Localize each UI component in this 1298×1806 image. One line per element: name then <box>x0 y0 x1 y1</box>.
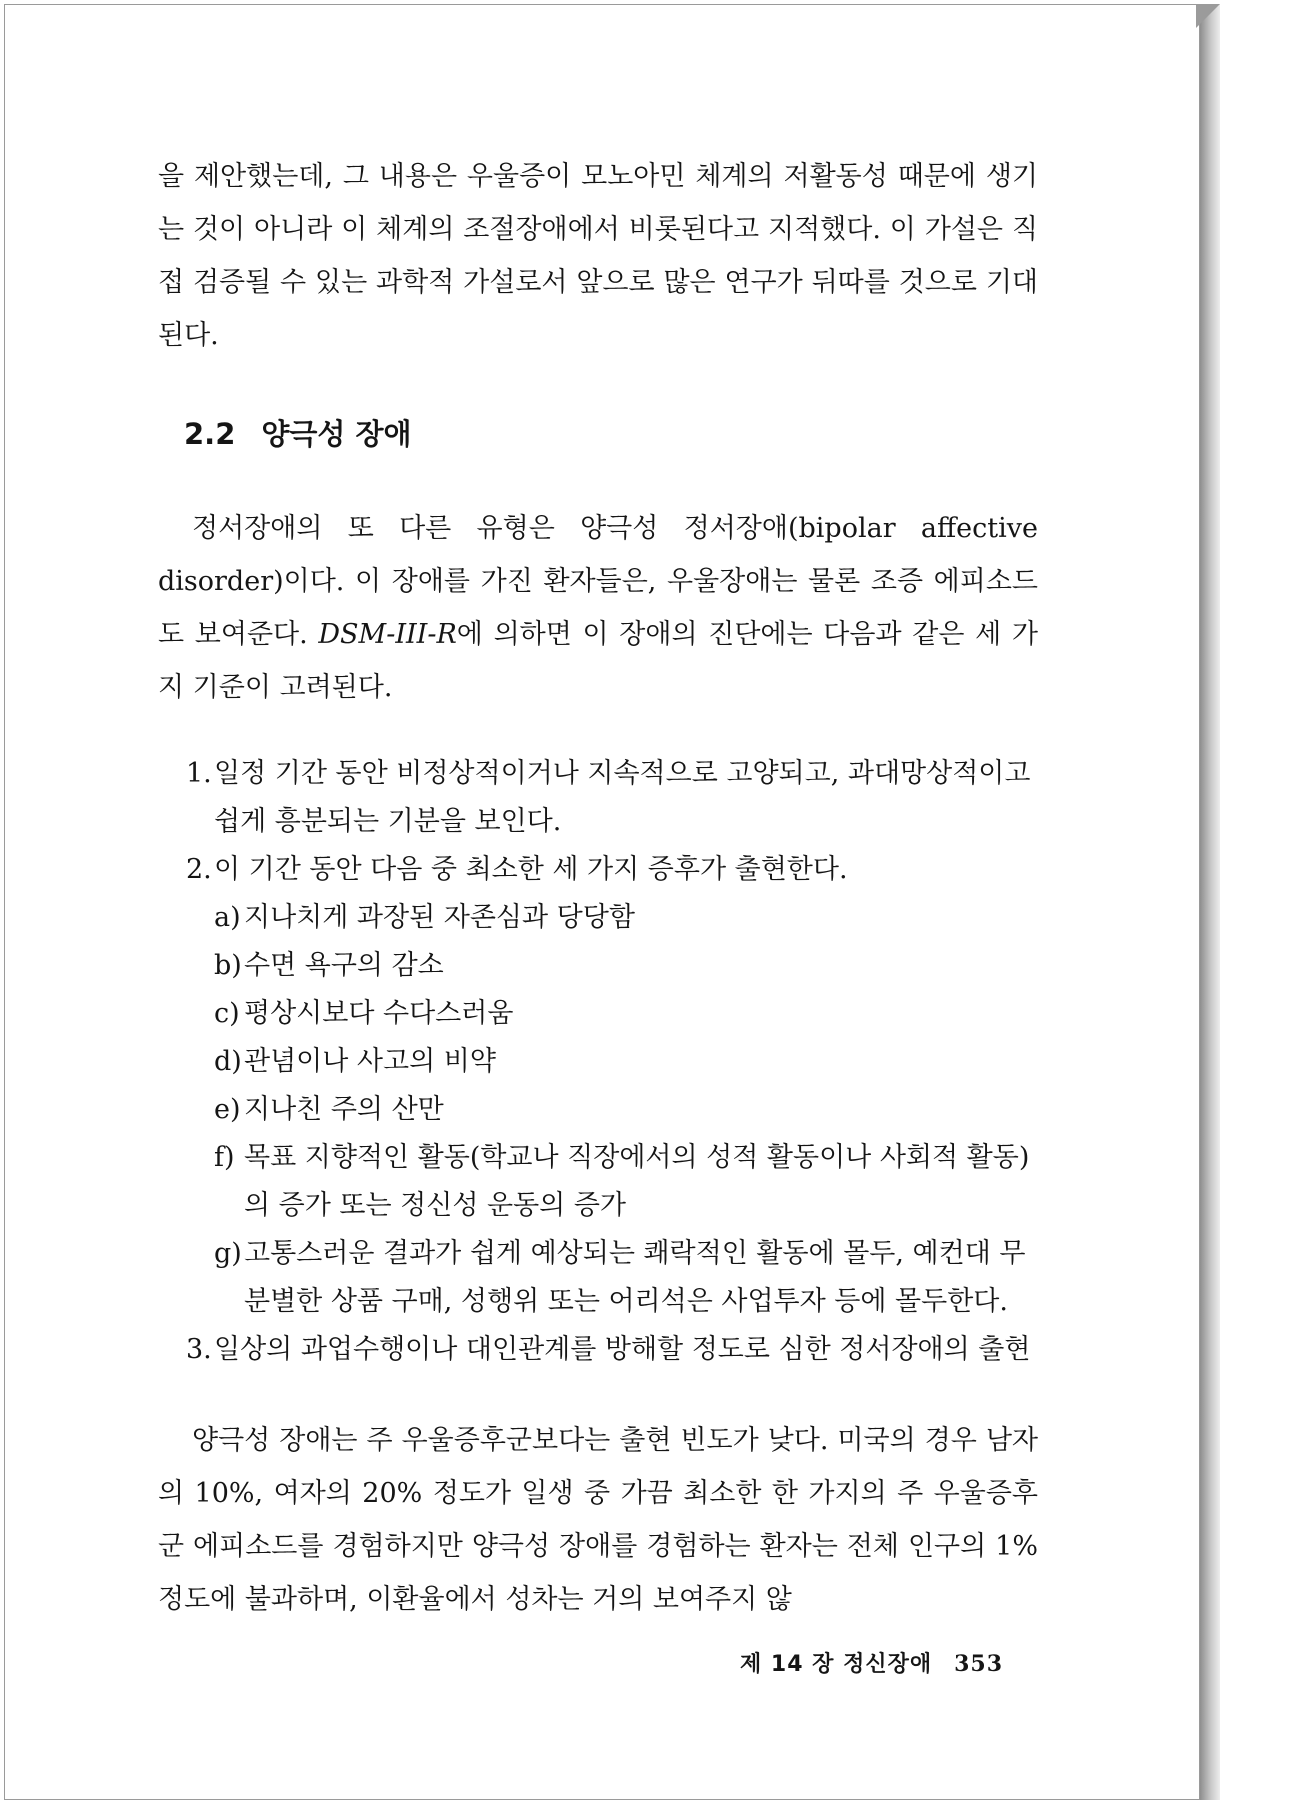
symptom-text: 지나친 주의 산만 <box>244 1094 444 1125</box>
symptom-text: 관념이나 사고의 비약 <box>244 1046 496 1077</box>
symptom-letter: b) <box>214 950 242 981</box>
chapter-label: 제 14 장 정신장애 <box>740 1652 933 1677</box>
symptom-item <box>214 1230 1038 1326</box>
symptom-item <box>214 1038 1038 1086</box>
page-edge-shadow <box>1200 4 1220 1800</box>
criterion-number: 1. <box>186 758 212 789</box>
symptom-letter: g) <box>214 1238 242 1269</box>
page-number: 353 <box>954 1651 1004 1677</box>
symptom-text: 수면 욕구의 감소 <box>244 950 444 981</box>
symptom-letter: f) <box>214 1142 235 1173</box>
symptom-item <box>214 990 1038 1038</box>
criterion-item <box>186 846 1038 894</box>
symptom-item <box>214 1086 1038 1134</box>
symptom-item <box>214 942 1038 990</box>
criterion-number: 3. <box>186 1334 212 1365</box>
dsm-reference: DSM-III-R <box>318 619 457 650</box>
page-footer <box>740 1647 1003 1678</box>
criterion-text: 일정 기간 동안 비정상적이거나 지속적으로 고양되고, 과대망상적이고 쉽게 흥분되는 기분을 보인다. <box>214 758 1031 837</box>
symptom-letter: d) <box>214 1046 242 1077</box>
criteria-list <box>186 750 1038 1374</box>
section-number: 2.2 <box>184 417 236 451</box>
paragraph2-text-b: 에 의하면 이 장애의 진단에는 다음과 같은 세 가지 기준이 고려된다. <box>158 619 1038 703</box>
symptom-letter: e) <box>214 1094 241 1125</box>
page-content <box>158 150 1038 1626</box>
symptom-text: 지나치게 과장된 자존심과 당당함 <box>244 902 635 933</box>
criterion-item <box>186 750 1038 846</box>
criterion-text: 일상의 과업수행이나 대인관계를 방해할 정도로 심한 정서장애의 출현 <box>214 1334 1031 1365</box>
page-curl <box>1196 4 1220 28</box>
paragraph-bipolar-definition <box>158 502 1038 714</box>
criterion-number: 2. <box>186 854 212 885</box>
symptom-text: 평상시보다 수다스러움 <box>244 998 514 1029</box>
paragraph-prevalence: 양극성 장애는 주 우울증후군보다는 출현 빈도가 낮다. 미국의 경우 남자의 10%, 여자의 20% 정도가 일생 중 가끔 최소한 한 가지의 주 우울증후군 에피소드를 경험하지만 양극성 장애를 경험하는 환자는 전체 인구의 1% 정도에 불과하며, 이환율에서 성차는 거의 보여주지 않 <box>158 1425 1038 1615</box>
symptom-letter: a) <box>214 902 241 933</box>
section-title: 양극성 장애 <box>261 417 412 451</box>
intro-paragraph: 을 제안했는데, 그 내용은 우울증이 모노아민 체계의 저활동성 때문에 생기는 것이 아니라 이 체계의 조절장애에서 비롯된다고 지적했다. 이 가설은 직접 검증될 수 있는 과학적 가설로서 앞으로 많은 연구가 뒤따를 것으로 기대된다. <box>158 161 1038 351</box>
symptom-item <box>214 1134 1038 1230</box>
criterion-item <box>186 1326 1038 1374</box>
section-heading <box>184 412 1038 456</box>
criterion-text: 이 기간 동안 다음 중 최소한 세 가지 증후가 출현한다. <box>214 854 848 885</box>
symptom-text: 목표 지향적인 활동(학교나 직장에서의 성적 활동이나 사회적 활동)의 증가 또는 정신성 운동의 증가 <box>244 1142 1030 1221</box>
symptom-text: 고통스러운 결과가 쉽게 예상되는 쾌락적인 활동에 몰두, 예컨대 무분별한 상품 구매, 성행위 또는 어리석은 사업투자 등에 몰두한다. <box>244 1238 1026 1317</box>
symptom-item <box>214 894 1038 942</box>
symptom-letter: c) <box>214 998 240 1029</box>
paragraph2-text-a: 정서장애의 또 다른 유형은 양극성 정서장애(bipolar affective disorder)이다. 이 장애를 가진 환자들은, 우울장애는 물론 조증 에피소드도 보여준다. <box>158 513 1038 650</box>
